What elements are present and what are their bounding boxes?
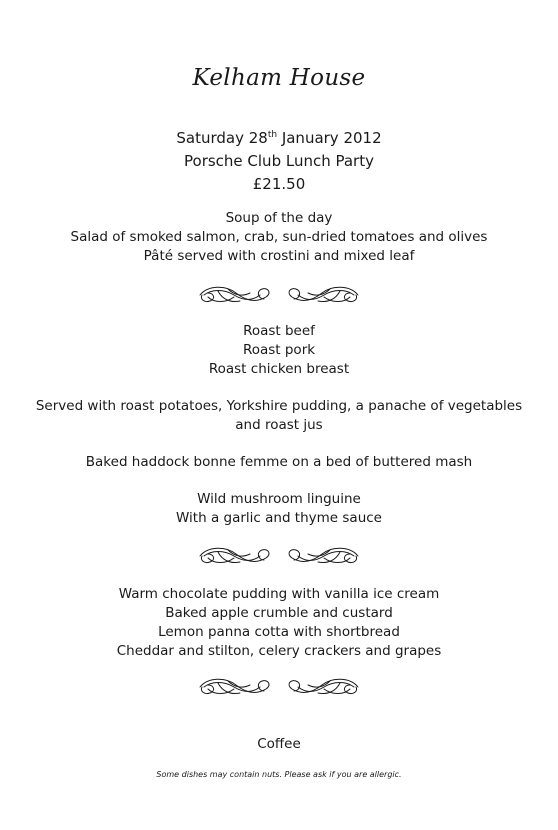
- starter-item: Salad of smoked salmon, crab, sun-dried tomatoes and olives: [70, 229, 488, 245]
- vegetarian-main: Wild mushroom linguine: [197, 491, 361, 507]
- event-date-rest: January 2012: [277, 129, 382, 147]
- event-date-ordinal: th: [267, 130, 278, 140]
- roast-accompaniment: Served with roast potatoes, Yorkshire pudding, a panache of vegetables: [35, 398, 523, 414]
- event-date-day: Saturday 28: [176, 129, 268, 147]
- coffee-item: Coffee: [257, 736, 301, 752]
- main-item: Roast beef: [243, 323, 315, 339]
- main-item: Roast pork: [242, 342, 316, 358]
- main-item: Roast chicken breast: [208, 361, 350, 377]
- starter-item: Pâté served with crostini and mixed leaf: [143, 248, 415, 264]
- roast-accompaniment: and roast jus: [235, 417, 323, 433]
- dessert-item: Warm chocolate pudding with vanilla ice cream: [118, 586, 440, 602]
- vegetarian-sauce: With a garlic and thyme sauce: [176, 510, 382, 526]
- flourish-divider-icon: [0, 675, 558, 699]
- flourish-divider-icon: [0, 544, 558, 568]
- starter-item: Soup of the day: [225, 210, 333, 226]
- allergy-note: Some dishes may contain nuts. Please ask if you are allergic.: [156, 770, 402, 779]
- dessert-item: Baked apple crumble and custard: [165, 605, 393, 621]
- event-name: Porsche Club Lunch Party: [184, 152, 374, 170]
- event-date: [0, 128, 558, 148]
- flourish-divider-icon: [0, 283, 558, 307]
- dessert-item: Lemon panna cotta with shortbread: [158, 624, 400, 640]
- menu-price: £21.50: [252, 175, 306, 193]
- dessert-item: Cheddar and stilton, celery crackers and grapes: [116, 643, 442, 659]
- venue-title: Kelham House: [192, 65, 366, 91]
- fish-main: Baked haddock bonne femme on a bed of buttered mash: [85, 454, 473, 470]
